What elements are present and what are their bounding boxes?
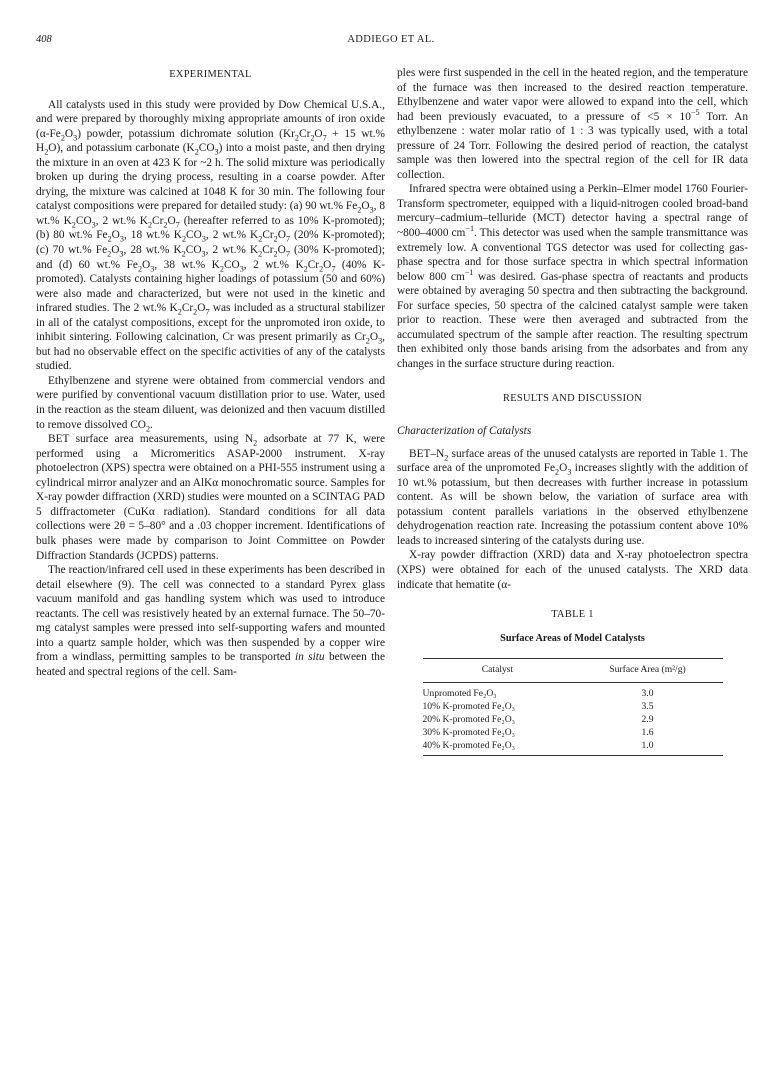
right-column: [397, 66, 748, 756]
surface-area-cell: 3.0: [641, 688, 654, 700]
left-column: [36, 66, 385, 679]
subsection-heading-characterization: Characterization of Catalysts: [397, 425, 532, 438]
section-heading-experimental: EXPERIMENTAL: [169, 69, 252, 80]
catalyst-cell: 40% K-promoted Fe₂O₃: [423, 739, 573, 756]
column-header-catalyst: Catalyst: [423, 659, 573, 683]
surface-area-cell: 2.9: [641, 714, 654, 726]
page-number: 408: [36, 34, 52, 45]
table-row: [423, 683, 723, 701]
catalyst-cell: 10% K-promoted Fe₂O₃: [422, 701, 515, 713]
table-row: [423, 726, 723, 739]
paragraph-infrared-spectra: Infrared spectra were obtained using a Perkin–Elmer model 1760 Fourier-Transform spectrometer, equipped with a liquid-nitrogen cooled broad-band mercury–cadmium–telluride (MCT) detector having a spectral range of ~800–4000 $cm^{-1}$. This detector was used when the sample transmittance was extremely low. A conventional TGS detector was used for collecting gas-phase spectra and for those surface spectra in which spectral information below 800 $cm^{-1}$ was desired. Gas-phase spectra of reactants and products were obtained by averaging 50 spectra and then subtracting the background. For surface species, 50 spectra of the calcined catalyst sample were taken prior to reaction. These were then averaged and subtracted from the accumulated spectrum of the sample after reaction. The resulting spectrum then exhibited only those bands arising from the adsorbates and from any changes in the surface structure during reaction.: [397, 183, 748, 370]
surface-area-cell: 1.0: [573, 739, 723, 756]
paragraph-reagents: Ethylbenzene and styrene were obtained from commercial vendors and were purified by conventional vacuum distillation prior to use. Water, used in the reaction as the steam diluent, was deionized and then vacuum distilled to remove dissolved $CO_2$.: [36, 374, 385, 433]
paragraph-characterization-methods: BET surface area measurements, using $N_2$ adsorbate at 77 K, were performed using a Micromeritics ASAP-2000 instrument. X-ray photoelectron (XPS) spectra were obtained on a PHI-555 instrument using a cylindrical mirror analyzer and an AlKα monochromatic source. Samples for X-ray powder diffraction (XRD) studies were mounted on a SCINTAG PAD 5 diffractometer (CuKα radiation). Standard conditions for all data collections were 2θ = 5–80° and a .03 chopper increment. Identifications of bulk phases were made by comparison to Joint Committee on Powder Diffraction Standards (JCPDS) patterns.: [36, 433, 385, 562]
table-caption: Surface Areas of Model Catalysts: [500, 632, 645, 644]
running-title: ADDIEGO ET AL.: [347, 34, 435, 45]
table-label: TABLE 1: [551, 609, 594, 621]
running-header: [36, 34, 746, 50]
catalyst-cell: 20% K-promoted Fe₂O₃: [422, 714, 515, 726]
catalyst-cell: Unpromoted Fe₂O₃: [422, 688, 497, 700]
table-row: [423, 713, 723, 726]
paragraph-reaction-cell: The reaction/infrared cell used in these experiments has been described in detail elsewhere (9). The cell was connected to a standard Pyrex glass vacuum manifold and gas handling system which was used to introduce reactants. The cell was resistively heated by an external furnace. The 50–70-mg catalyst samples were pressed into self-supporting wafers and mounted into a quartz sample holder, which was then suspended by a copper wire from a windlass, permitting samples to be transported in situ between the heated and spectral regions of the cell. Sam-: [36, 564, 385, 678]
paragraph-catalyst-prep: All catalysts used in this study were provided by Dow Chemical U.S.A., and were prepared by thoroughly mixing appropriate amounts of iron oxide $(\alpha-Fe_2O_3)$ powder, potassium dichromate solution ($Kr_2Cr_2O_7 + 15$ wt.% $H_2O$), and potassium carbonate $(K_2CO_3)$ into a moist paste, and then drying the mixture in an oven at 423 K for ~2 h. The solid mixture was periodically broken up during the drying process, resulting in a coarse powder. After drying, the mixture was calcined at 1048 K for 30 min. The following four catalyst compositions were prepared for detailed study: (a) 90 wt.% $Fe_2O_3$, 8 wt.% $K_2CO_3$, 2 wt.% $K_2Cr_2O_7$ (hereafter referred to as 10% K-promoted); (b) 80 wt.% $Fe_2O_3$, 18 wt.% $K_2CO_3$, 2 wt.% $K_2Cr_2O_7$ (20% K-promoted); (c) 70 wt.% $Fe_2O_3$, 28 wt.% $K_2CO_3$, 2 wt.% $K_2Cr_2O_7$ (30% K-promoted); and (d) 60 wt.% $Fe_2O_3$, 38 wt.% $K_2CO_3$, 2 wt.% $K_2Cr_2O_7$ (40% K-promoted). Catalysts containing higher loadings of potassium (50 and 60%) were also made and characterized, but were not used in the kinetic and infrared studies. The 2 wt.% $K_2Cr_2O_7$ was included as a structural stabilizer in all of the catalyst compositions, except for the unpromoted iron oxide, to inhibit sintering. Following calcination, Cr was present primarily as $Cr_2O_3$, but had no observable effect on the specific activities of any of the catalysts studied.: [36, 98, 386, 373]
section-heading-results: RESULTS AND DISCUSSION: [502, 393, 642, 405]
table-row: [423, 739, 723, 756]
paragraph-surface-areas: BET–$N_2$ surface areas of the unused catalysts are reported in Table 1. The surface area of the unpromoted $Fe_2O_3$ increases slightly with the addition of 10 wt.% potassium, but then decreases with further increase in potassium content. As will be shown below, the variation of surface area with potassium content parallels variations in the observed ethylbenzene dehydrogenation reaction rate. Increasing the potassium content above 10% leads to increased sintering of the catalysts during use.: [397, 447, 748, 547]
column-header-surface-area: Surface Area (m²/g): [573, 659, 723, 683]
surface-area-table: [423, 658, 723, 756]
paragraph-reaction-procedure: ples were first suspended in the cell in the heated region, and the temperature of the furnace was then increased to the desired reaction temperature. Ethylbenzene and water vapor were allowed to expand into the cell, which had been previously evacuated, to a pressure of $<5 \times 10^{-5}$ Torr. An ethylbenzene : water molar ratio of 1 : 3 was typically used, with a total pressure of 24 Torr. Following the desired period of reaction, the catalyst sample was then lowered into the spectral region of the cell for IR data collection.: [397, 67, 749, 181]
surface-area-cell: 1.6: [641, 727, 654, 739]
surface-area-cell: 3.5: [641, 701, 654, 713]
table-row: [423, 700, 723, 713]
catalyst-cell: 30% K-promoted Fe₂O₃: [422, 727, 515, 739]
paragraph-xrd-xps: X-ray powder diffraction (XRD) data and X-ray photoelectron spectra (XPS) were obtained for each of the unused catalysts. The XRD data indicate that hematite (α-: [397, 549, 748, 591]
